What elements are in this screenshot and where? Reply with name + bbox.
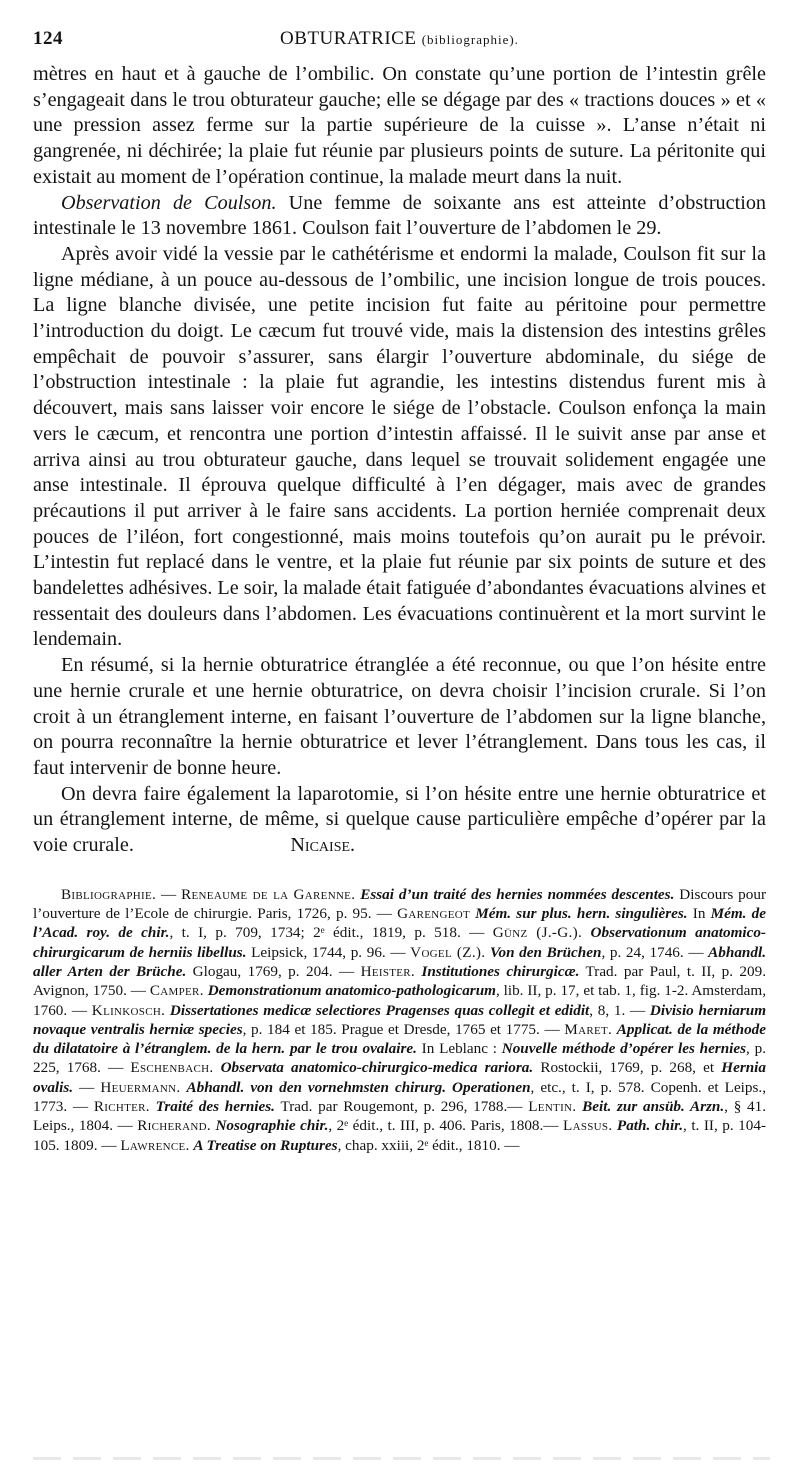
bibliography-text: In — [687, 905, 711, 923]
bibliography — [33, 885, 766, 1155]
bibliography-work-title: Mém. sur plus. hern. singulières. — [475, 905, 688, 923]
bibliography-author: Richerand. — [137, 1117, 211, 1135]
bibliography-work-title: A Treatise on Ruptures — [193, 1136, 338, 1154]
page — [33, 28, 766, 1155]
bibliography-text: , 2ᵉ édit., t. III, p. 406. Paris, 1808.— — [328, 1117, 563, 1135]
bibliography-author: Günz (J.-G.). — [492, 924, 583, 942]
bibliography-paragraph — [33, 885, 766, 1155]
bibliography-text: , chap. xxiii, 2ᵉ édit., 1810. — — [337, 1136, 520, 1154]
bibliography-work-title: Abhandl. aller Arten der Brüche. — [33, 943, 766, 980]
running-header — [33, 28, 766, 54]
bibliography-author: Maret. — [564, 1020, 613, 1038]
bibliography-text: Rostockii, 1769, p. 268, et — [533, 1059, 722, 1077]
running-title-main: OBTURATRICE — [280, 28, 417, 49]
paragraph-summary: En résumé, si la hernie obturatrice étranglée a été reconnue, ou que l’on hésite entre une hernie crurale et une hernie obturatrice, on devra choisir l’incision crurale. Si l’on croit à un étranglement interne, en faisant l’ouverture de l’abdomen sur la ligne blanche, on pourra reconnaître la hernie obturatrice et lever l’étranglement. Dans tous les cas, il faut intervenir de bonne heure. — [33, 654, 766, 779]
author-signature: Nicaise. — [290, 834, 356, 857]
bibliography-work-title: Von den Brüchen — [490, 943, 602, 961]
bibliography-author: Reneaume de la Garenne. — [181, 885, 356, 903]
bibliography-text: Leipsick, 1744, p. 96. — — [246, 943, 411, 961]
bibliography-author: Heuermann. — [100, 1078, 181, 1096]
bibliography-text: Trad. par Paul, t. II, p. 209. Avignon, 1750. — — [33, 962, 767, 1000]
bibliography-work-title: Divisio herniarum novaque ventralis herniæ species — [33, 1001, 767, 1038]
observation-intro: Une femme de soixante ans est atteinte d’obstruction intestinale le 13 novembre 1861. Coulson fait l’ouverture de l’abdomen le 29. — [33, 191, 767, 240]
bibliography-work-title: Mém. de l’Acad. roy. de chir. — [33, 905, 767, 942]
bibliography-text — [582, 924, 590, 941]
page-number: 124 — [33, 28, 63, 49]
bibliography-text: In Leblanc : — [416, 1040, 502, 1058]
bibliography-author: Heister. — [360, 962, 416, 980]
bibliography-text: , t. II, p. 104-105. 1809. — — [33, 1117, 766, 1154]
bibliography-author: Lawrence. — [120, 1136, 190, 1154]
bibliography-author: Eschenbach. — [130, 1059, 214, 1077]
bibliography-work-title: Beit. zur ansüb. Arzn. — [582, 1098, 725, 1116]
bibliography-author: Klinkosch. — [91, 1001, 166, 1019]
bibliography-text: Trad. par Rougemont, p. 296, 1788.— — [274, 1098, 529, 1116]
bibliography-author: Lentin. — [528, 1098, 577, 1116]
bibliography-author: Garengeot — [397, 905, 471, 923]
main-text — [33, 62, 766, 859]
bibliography-work-title: Essai d’un traité des hernies nommées descentes. — [360, 885, 675, 903]
bibliography-work-title: Traité des hernies. — [155, 1098, 275, 1116]
bibliography-author: Vogel (Z.). — [410, 943, 486, 961]
laparotomy-text: On devra faire également la laparotomie, si l’on hésite entre une hernie obturatrice et un étranglement interne, de même, si quelque cause particulière empêche d’opérer par la voie crurale. — [33, 782, 766, 857]
bibliography-text: , p. 24, 1746. — — [601, 943, 709, 961]
bibliography-work-title: Nouvelle méthode d’opérer les hernies — [501, 1040, 747, 1058]
bibliography-text: , 8, 1. — — [589, 1001, 650, 1019]
bibliography-work-title: Path. chir. — [616, 1117, 684, 1135]
paragraph-continuation: mètres en haut et à gauche de l’ombilic. On constate qu’une portion de l’intestin grêle s’engageait dans le trou obturateur gauche; elle se dégage par des « tractions douces » et « une pression assez ferme sur la partie supérieure de la cuisse ». L’anse n’était ni gangrenée, ni déchirée; la plaie fut réunie par plusieurs points de suture. La péritonite qui existait au moment de l’opération continue, la malade meurt dans la nuit. — [33, 63, 766, 188]
paragraph-operation: Après avoir vidé la vessie par le cathétérisme et endormi la malade, Coulson fit sur la ligne médiane, à un pouce au-dessous de l’ombilic, une incision longue de trois pouces. La ligne blanche divisée, une petite incision fut faite au péritoine pour permettre l’introduction du doigt. Le cæcum fut trouvé vide, mais la distension des intestins grêles empêchait de pouvoir s’assurer, sans élargir l’ouverture abdominale, du siége de l’obstruction intestinale : la plaie fut agrandie, les intestins distendus furent mis à découvert, mais sans laisser voir encore le siége de l’obstacle. Coulson enfonça la main vers le cæcum, et rencontra une portion d’intestin affaissé. Il le suivit anse par anse et arriva ainsi au trou obturateur gauche, dans lequel se trouvait solidement engagée une anse intestinale. Il éprouva quelque difficulté à l’en dégager, mais avec de grandes précautions il put arriver à le faire sans accidents. La portion herniée comprenait deux pouces de l’iléon, fort congestionné, mais moins toutefois qu’on aurait pu le prévoir. L’intestin fut replacé dans le ventre, et la plaie fut réunie par six points de suture et des bandelettes adhésives. Le soir, la malade était fatiguée d’abondantes évacuations alvines et ressentait des douleurs dans l’abdomen. Les évacuations continuèrent et la mort survint le lendemain. — [33, 242, 766, 651]
bibliography-author: Bibliographie. — [61, 885, 157, 903]
bibliography-work-title: Institutiones chirurgicæ. — [421, 962, 580, 980]
bibliography-work-title: Applicat. de la méthode du dilatatoire à l’étranglem. de la hern. par le trou ovalaire. — [33, 1020, 766, 1058]
bibliography-author: Richter. — [93, 1098, 150, 1116]
bibliography-text: , p. 225, 1768. — — [33, 1040, 766, 1077]
bibliography-work-title: Nosographie chir. — [215, 1117, 329, 1135]
bibliography-work-title: Observationum anatomico-chirurgicarum de herniis libellus. — [33, 924, 766, 961]
bibliography-work-title: Demonstrationum anatomico-pathologicarum — [207, 982, 496, 1000]
bibliography-text: Glogau, 1769, p. 204. — — [186, 962, 361, 980]
bibliography-text: , lib. II, p. 17, et tab. 1, fig. 1-2. Amsterdam, 1760. — — [33, 982, 766, 1019]
paragraph-laparotomy — [33, 782, 766, 859]
bibliography-text: , etc., t. I, p. 578. Copenh. et Leips., 1773. — — [33, 1078, 767, 1116]
bibliography-work-title: Hernia ovalis. — [33, 1059, 766, 1096]
bibliography-text: , § 41. Leips., 1804. — — [33, 1098, 767, 1135]
bleed-through-line — [33, 1457, 770, 1460]
bibliography-work-title: Dissertationes medicæ selectiores Pragenses quas collegit et edidit — [169, 1001, 590, 1019]
bibliography-author: Camper. — [149, 982, 204, 1000]
bibliography-text: , t. I, p. 709, 1734; 2ᵉ édit., 1819, p. 518. — — [169, 924, 493, 942]
bibliography-text: , p. 184 et 185. Prague et Dresde, 1765 et 1775. — — [242, 1020, 565, 1038]
bibliography-text: — — [73, 1078, 101, 1096]
bibliography-text — [213, 1059, 220, 1076]
bibliography-text: Discours pour l’ouverture de l’Ecole de chirurgie. Paris, 1726, p. 95. — — [33, 885, 767, 923]
bibliography-author: Lassus. — [563, 1117, 613, 1135]
running-title — [33, 28, 766, 50]
observation-heading: Observation de Coulson. — [61, 191, 277, 214]
paragraph-observation-coulson — [33, 191, 766, 242]
running-title-sub: (bibliographie). — [421, 32, 519, 47]
bibliography-work-title: Observata anatomico-chirurgico-medica rariora. — [220, 1059, 534, 1077]
bibliography-text: — — [156, 885, 182, 903]
bibliography-work-title: Abhandl. von den vornehmsten chirurg. Operationen — [186, 1078, 531, 1096]
